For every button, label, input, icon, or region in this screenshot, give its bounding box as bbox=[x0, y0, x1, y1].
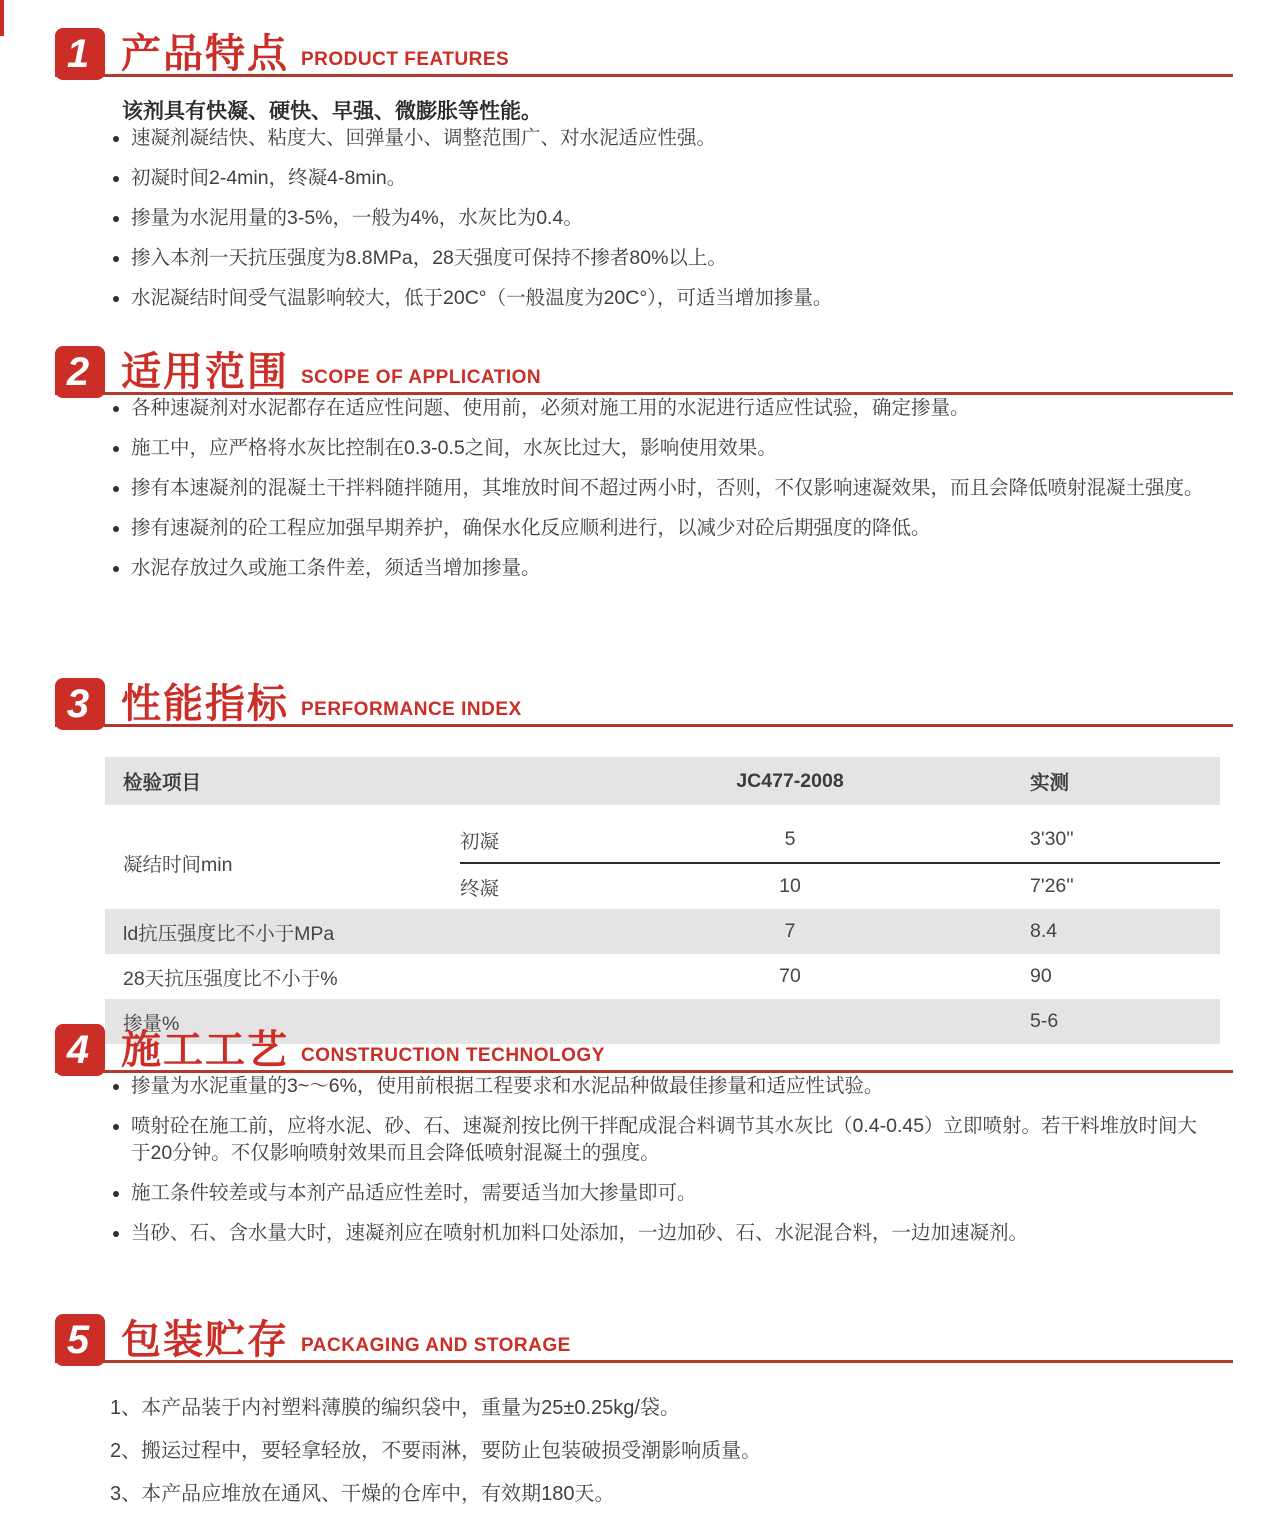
section-number-badge: 5 bbox=[55, 1314, 105, 1366]
table-row bbox=[105, 909, 1220, 954]
numbered-item: 2、搬运过程中，要轻拿轻放，不要雨淋，要防止包装破损受潮影响质量。 bbox=[110, 1440, 762, 1462]
section-title-zh: 产品特点 bbox=[121, 32, 289, 76]
table-cell: 7 bbox=[610, 909, 970, 954]
bullet-item: 掺量为水泥用量的3-5%，一般为4%，水灰比为0.4。 bbox=[108, 205, 1213, 232]
bullet-item: 喷射砼在施工前，应将水泥、砂、石、速凝剂按比例干拌配成混合料调节其水灰比（0.4-0.45）立即喷射。若干料堆放时间大于20分钟。不仅影响喷射效果而且会降低喷射混凝土的强度。 bbox=[108, 1113, 1213, 1167]
performance-table bbox=[105, 757, 1220, 1044]
bullet-item: 水泥凝结时间受气温影响较大，低于20C°（一般温度为20C°），可适当增加掺量。 bbox=[108, 285, 1213, 312]
table-cell: 掺量% bbox=[105, 999, 610, 1044]
table-cell: 8.4 bbox=[970, 909, 1220, 954]
table-cell: 3'30'' bbox=[1030, 828, 1074, 850]
section-title-en: CONSTRUCTION TECHNOLOGY bbox=[301, 1045, 605, 1066]
section-number-badge: 3 bbox=[55, 678, 105, 730]
numbered-list bbox=[110, 1395, 1210, 1507]
section-header bbox=[55, 1018, 1233, 1073]
table-header-cell: 实测 bbox=[970, 757, 1220, 811]
table-cell: 终凝 bbox=[460, 863, 610, 909]
table-cell: 凝结时间min bbox=[123, 854, 233, 876]
table-header-row bbox=[105, 757, 1220, 811]
section-packaging-and-storage bbox=[0, 1308, 1280, 1514]
section-title-en: SCOPE OF APPLICATION bbox=[301, 367, 542, 388]
table-header-cell: JC477-2008 bbox=[610, 757, 970, 811]
table-header-cell bbox=[460, 757, 610, 811]
table-cell: 5-6 bbox=[970, 999, 1220, 1044]
table-cell: 初凝 bbox=[460, 830, 500, 853]
section-performance-index bbox=[0, 672, 1280, 1044]
section-title-zh: 包装贮存 bbox=[121, 1318, 289, 1362]
bullet-list bbox=[108, 395, 1213, 582]
section-title-en: PRODUCT FEATURES bbox=[301, 49, 510, 70]
bullet-item: 当砂、石、含水量大时，速凝剂应在喷射机加料口处添加，一边加砂、石、水泥混合料，一边加速凝剂。 bbox=[108, 1220, 1213, 1247]
table-cell: 7'26'' bbox=[970, 863, 1220, 909]
bullet-list bbox=[108, 125, 1213, 312]
bullet-item: 掺有速凝剂的砼工程应加强早期养护，确保水化反应顺利进行，以减少对砼后期强度的降低。 bbox=[108, 515, 1213, 542]
bullet-item: 掺入本剂一天抗压强度为8.8MPa，28天强度可保持不掺者80%以上。 bbox=[108, 245, 1213, 272]
bullet-item: 施工中，应严格将水灰比控制在0.3-0.5之间，水灰比过大，影响使用效果。 bbox=[108, 435, 1213, 462]
section-title-zh: 施工工艺 bbox=[121, 1028, 289, 1072]
numbered-item: 1、本产品装于内衬塑料薄膜的编织袋中，重量为25±0.25kg/袋。 bbox=[110, 1397, 680, 1419]
section-number-badge: 2 bbox=[55, 346, 105, 398]
section-header bbox=[55, 22, 1233, 77]
bullet-item: 掺有本速凝剂的混凝土干拌料随拌随用，其堆放时间不超过两小时，否则，不仅影响速凝效果，而且会降低喷射混凝土强度。 bbox=[108, 475, 1213, 502]
section-title-zh: 适用范围 bbox=[121, 350, 289, 394]
section-title-zh: 性能指标 bbox=[121, 682, 289, 726]
section-product-features bbox=[0, 22, 1280, 325]
table-cell: 10 bbox=[610, 863, 970, 909]
table-cell: ld抗压强度比不小于MPa bbox=[105, 909, 610, 954]
table-cell: 70 bbox=[779, 965, 801, 987]
bullet-item: 施工条件较差或与本剂产品适应性差时，需要适当加大掺量即可。 bbox=[108, 1180, 1213, 1207]
bullet-item: 掺量为水泥重量的3~～6%，使用前根据工程要求和水泥品种做最佳掺量和适应性试验。 bbox=[108, 1073, 1213, 1100]
section-title-en: PACKAGING AND STORAGE bbox=[301, 1335, 571, 1356]
table-header-cell: 检验项目 bbox=[105, 757, 460, 811]
table-cell: 90 bbox=[1030, 965, 1052, 987]
section-number-badge: 1 bbox=[55, 28, 105, 80]
section-header bbox=[55, 340, 1233, 395]
bullet-item: 各种速凝剂对水泥都存在适应性问题、使用前，必须对施工用的水泥进行适应性试验，确定掺量。 bbox=[108, 395, 1213, 422]
table-cell: 5 bbox=[784, 828, 796, 850]
section-header bbox=[55, 1308, 1233, 1363]
intro-text: 该剂具有快凝、硬快、早强、微膨胀等性能。 bbox=[122, 100, 542, 123]
section-construction-technology bbox=[0, 1018, 1280, 1260]
section-number-badge: 4 bbox=[55, 1024, 105, 1076]
bullet-item: 速凝剂凝结快、粘度大、回弹量小、调整范围广、对水泥适应性强。 bbox=[108, 125, 1213, 152]
table-row bbox=[105, 811, 1220, 863]
bullet-list bbox=[108, 1073, 1213, 1247]
section-header bbox=[55, 672, 1233, 727]
section-scope-of-application bbox=[0, 340, 1280, 595]
table-cell: 28天抗压强度比不小于% bbox=[123, 967, 338, 990]
bullet-item: 水泥存放过久或施工条件差，须适当增加掺量。 bbox=[108, 555, 1213, 582]
table-row bbox=[105, 954, 1220, 999]
bullet-item: 初凝时间2-4min，终凝4-8min。 bbox=[108, 165, 1213, 192]
numbered-item: 3、本产品应堆放在通风、干燥的仓库中，有效期180天。 bbox=[110, 1483, 615, 1505]
section-title-en: PERFORMANCE INDEX bbox=[301, 699, 522, 720]
